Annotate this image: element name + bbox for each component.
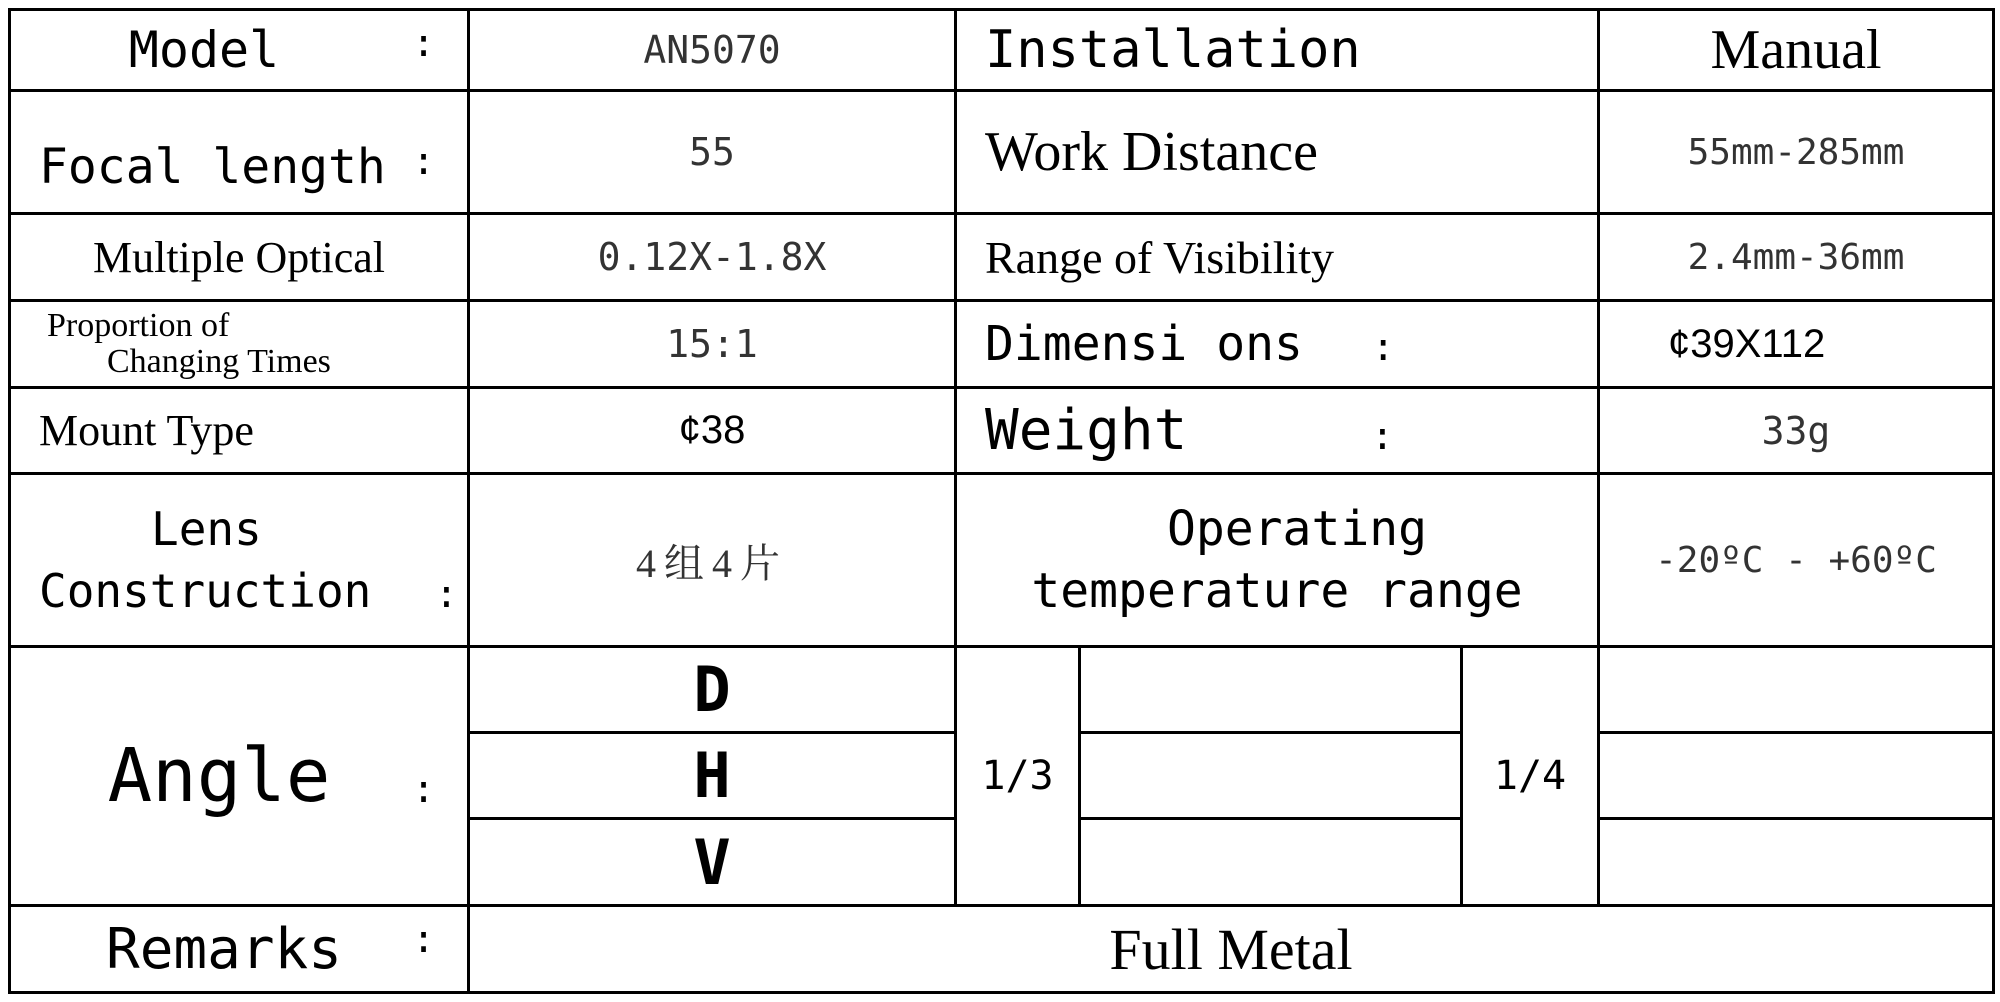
- proportion-value: 15:1: [469, 301, 956, 388]
- angle-label: Angle: [107, 733, 331, 819]
- mount-type-label: Mount Type: [10, 388, 469, 474]
- angle-v-quarter-cell: [1599, 819, 1994, 906]
- work-distance-label: Work Distance: [956, 91, 1599, 214]
- lens-spec-table: [8, 8, 1995, 994]
- angle-h-quarter-cell: [1599, 733, 1994, 819]
- lens-construction-label-cell: [10, 474, 469, 647]
- dimensions-value: ¢39X112: [1599, 301, 1994, 388]
- mount-type-value: ¢38: [469, 388, 956, 474]
- angle-one-third: 1/3: [956, 647, 1080, 906]
- focal-label-cell: [10, 91, 469, 214]
- installation-label: Installation: [956, 10, 1599, 91]
- angle-label-cell: [10, 647, 469, 906]
- angle-one-quarter: 1/4: [1462, 647, 1599, 906]
- weight-colon: :: [1371, 414, 1394, 458]
- lens-colon: :: [435, 572, 458, 616]
- remarks-label-cell: [10, 906, 469, 993]
- angle-v-third-cell: [1080, 819, 1462, 906]
- angle-d: D: [469, 647, 956, 733]
- operating-temp-line2: temperature range: [1031, 563, 1523, 619]
- lens-construction-value: 4组4片: [469, 474, 956, 647]
- multiple-optical-value: 0.12X-1.8X: [469, 214, 956, 301]
- row-multiple-optical: [10, 214, 1994, 301]
- row-model: [10, 10, 1994, 91]
- dimensions-label-cell: [956, 301, 1599, 388]
- range-visibility-label: Range of Visibility: [956, 214, 1599, 301]
- row-angle-d: [10, 647, 1994, 733]
- range-visibility-value: 2.4mm-36mm: [1599, 214, 1994, 301]
- focal-colon: :: [412, 139, 435, 183]
- weight-value: 33g: [1599, 388, 1994, 474]
- row-proportion: [10, 301, 1994, 388]
- weight-label-cell: [956, 388, 1599, 474]
- operating-temp-label-cell: [956, 474, 1599, 647]
- angle-h-third-cell: [1080, 733, 1462, 819]
- lens-label-line2: Construction: [39, 564, 372, 618]
- row-remarks: [10, 906, 1994, 993]
- row-lens-construction: [10, 474, 1994, 647]
- angle-d-quarter-cell: [1599, 647, 1994, 733]
- angle-colon: :: [412, 767, 435, 812]
- lens-label-line1: Lens: [151, 501, 262, 556]
- operating-temp-value: -20ºC - +60ºC: [1599, 474, 1994, 647]
- dimensions-label: Dimensi ons: [985, 316, 1303, 372]
- focal-value: 55: [469, 91, 956, 214]
- angle-v: V: [469, 819, 956, 906]
- focal-label: Focal length: [39, 139, 386, 195]
- proportion-label-line2: Changing Times: [107, 343, 331, 380]
- remarks-label: Remarks: [105, 916, 342, 982]
- operating-temp-line1: Operating: [1166, 500, 1428, 557]
- model-value: AN5070: [469, 10, 956, 91]
- angle-h: H: [469, 733, 956, 819]
- dimensions-colon: :: [1371, 325, 1395, 369]
- row-focal-length: [10, 91, 1994, 214]
- lens-label-line2-wrap: [11, 560, 467, 622]
- proportion-label-cell: [10, 301, 469, 388]
- installation-value: Manual: [1599, 10, 1994, 91]
- multiple-optical-label: Multiple Optical: [10, 214, 469, 301]
- angle-d-third-cell: [1080, 647, 1462, 733]
- row-mount-type: [10, 388, 1994, 474]
- remarks-value: Full Metal: [469, 906, 1994, 993]
- model-label-cell: [10, 10, 469, 91]
- weight-label: Weight: [985, 398, 1188, 463]
- model-colon: :: [412, 21, 435, 65]
- model-label: Model: [128, 21, 280, 79]
- proportion-label-line1: Proportion of: [47, 307, 230, 345]
- work-distance-value: 55mm-285mm: [1599, 91, 1994, 214]
- remarks-colon: :: [412, 916, 435, 961]
